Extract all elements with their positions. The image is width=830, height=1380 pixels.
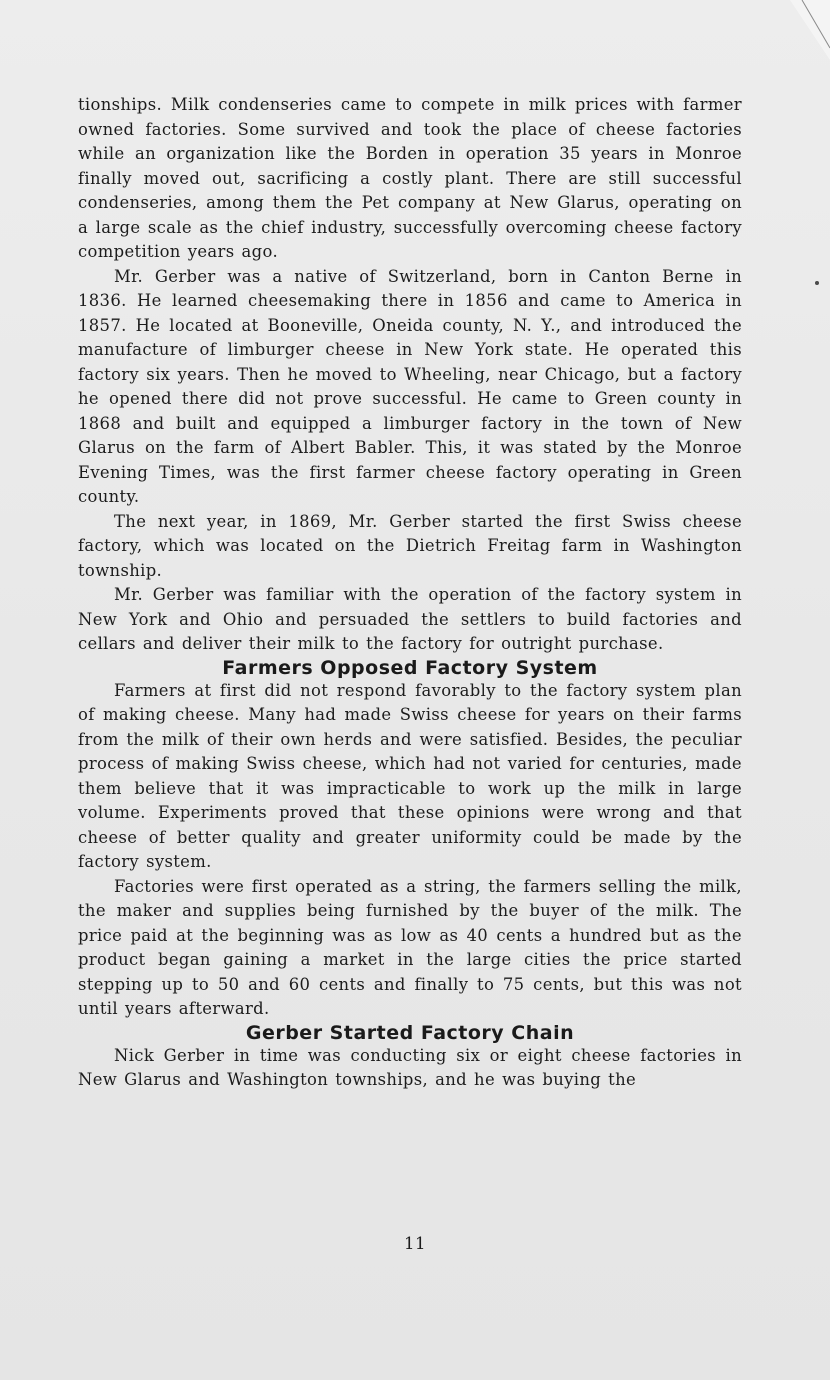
section-heading-farmers-opposed: Farmers Opposed Factory System bbox=[222, 656, 598, 679]
paragraph-farmers-response: Farmers at first did not respond favorably to the factory system plan of making cheese. Many had made Swiss cheese for years on their farms from the milk of their own herds and were satisfied. Besides, the peculiar process of making Swiss cheese, which had not varied for centuries, made them believe that it was impracticable to work up the milk in large volume. Experiments proved that these opinions were wrong and that cheese of better quality and greater uniformity could be made by the factory system. bbox=[78, 680, 742, 871]
paragraph-factory-system: Mr. Gerber was familiar with the operation of the factory system in New York and Ohio and persuaded the settlers to build factories and cellars and deliver their milk to the factory for outright purchase. bbox=[78, 585, 742, 653]
paragraph-nick-gerber: Nick Gerber in time was conducting six or eight cheese factories in New Glarus and Washington townships, and he was buying the bbox=[78, 1045, 742, 1089]
text-column bbox=[78, 93, 742, 1093]
section-heading-factory-chain: Gerber Started Factory Chain bbox=[245, 1021, 575, 1044]
paragraph-gerber-biography: Mr. Gerber was a native of Switzerland, born in Canton Berne in 1836. He learned cheesemaking there in 1856 and came to America in 1857. He located at Booneville, Oneida county, N. Y., and introduced the manufacture of limburger cheese in New York state. He operated this factory six years. Then he moved to Wheeling, near Chicago, but a factory he opened there did not prove successful. He came to Green county in 1868 and built and equipped a limburger factory in the town of New Glarus on the farm of Albert Babler. This, it was stated by the Monroe Evening Times, was the first farmer cheese factory operating in Green county. bbox=[78, 266, 742, 506]
page-number: 11 bbox=[404, 1234, 426, 1253]
section-factory-chain bbox=[78, 1044, 742, 1093]
section-farmers-opposed bbox=[78, 679, 742, 1022]
paragraph-first-swiss-factory: The next year, in 1869, Mr. Gerber started the first Swiss cheese factory, which was located on the Dietrich Freitag farm in Washington township. bbox=[78, 511, 742, 580]
paragraph-condenseries: tionships. Milk condenseries came to compete in milk prices with farmer owned factories. Some survived and took the place of cheese factories while an organization like the Borden in operation 35 years in Monroe finally moved out, sacrificing a costly plant. There are still successful condenseries, among them the Pet company at New Glarus, operating on a large scale as the chief industry, successfully overcoming cheese factory competition years ago. bbox=[78, 95, 742, 261]
page-corner-fold bbox=[790, 0, 830, 60]
paragraph-string-operation: Factories were first operated as a string, the farmers selling the milk, the maker and supplies being furnished by the buyer of the milk. The price paid at the beginning was as low as 40 cents a hundred but as the product began gaining a market in the large cities the price started stepping up to 50 and 60 cents and finally to 75 cents, but this was not until years afterward. bbox=[78, 876, 742, 1018]
margin-speck bbox=[815, 281, 819, 285]
section-intro bbox=[78, 93, 742, 657]
